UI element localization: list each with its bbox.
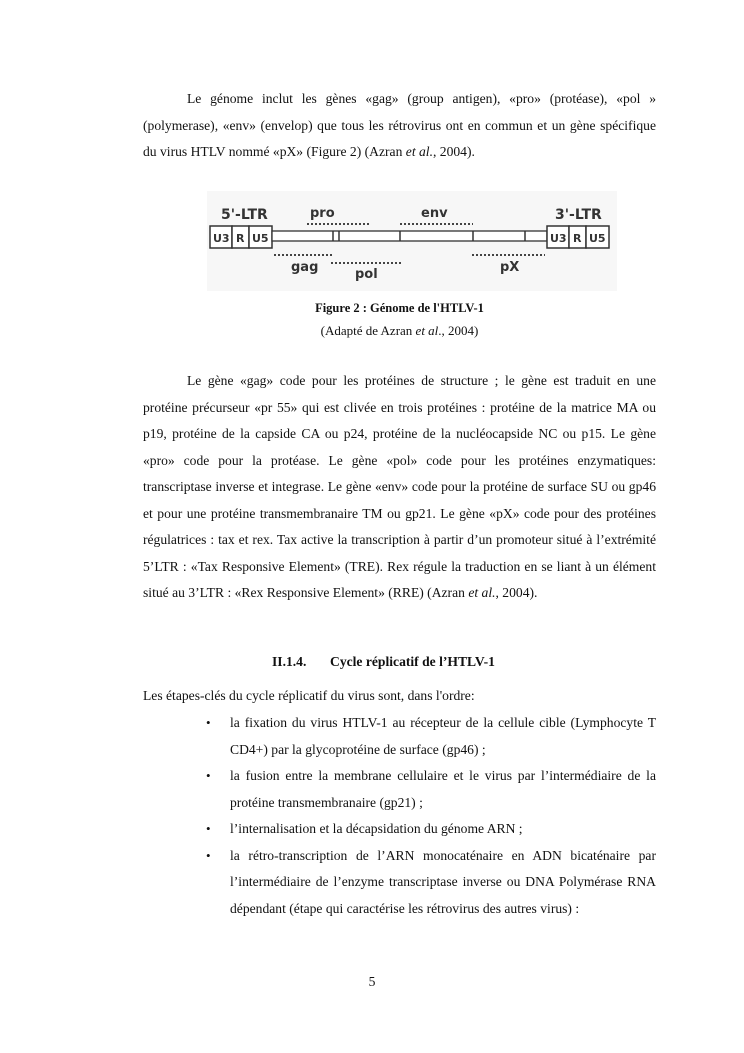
page-number: 5 <box>368 974 376 989</box>
bullet-icon: • <box>206 821 211 836</box>
bullet-icon: • <box>206 847 211 863</box>
ltr3-u3-text: U3 <box>550 232 567 245</box>
replication-steps-list <box>143 710 656 922</box>
figure-caption-source <box>143 323 656 339</box>
source-text: (Adapté de Azran <box>320 323 416 338</box>
ltr5-label: 5'-LTR <box>221 207 268 223</box>
source-text: ., 2004) <box>438 323 479 338</box>
paragraph-text: , 2004). <box>495 585 538 600</box>
pol-label: pol <box>355 267 378 282</box>
section-title: Cycle réplicatif de l’HTLV-1 <box>330 654 495 669</box>
px-label: pX <box>500 260 520 275</box>
genome-diagram <box>207 191 617 291</box>
list-item <box>143 843 656 923</box>
paragraph-text: Le génome inclut les gènes «gag» (group antigen), «pro» (protéase), «pol » (polymerase), «env» (envelop) que tous les rétrovirus ont en commun et un gène spécifique du virus HTLV nommé «pX» (Figure 2) (Azran <box>143 91 656 159</box>
ltr3-r-text: R <box>573 232 582 245</box>
ltr5-u5-text: U5 <box>252 232 269 245</box>
figure-caption-title: Figure 2 : Génome de l'HTLV-1 <box>315 301 484 315</box>
steps-intro: Les étapes-clés du cycle réplicatif du virus sont, dans l'ordre: <box>143 688 475 703</box>
ltr5-r-text: R <box>236 232 245 245</box>
paragraph-text: , 2004). <box>432 144 475 159</box>
htlv1-genome-figure <box>207 191 617 291</box>
section-heading <box>272 654 495 670</box>
list-item-text: l’internalisation et la décapsidation du génome ARN ; <box>230 821 523 836</box>
paragraph-text: Le gène «gag» code pour les protéines de structure ; le gène est traduit en une protéine précurseur «pr 55» qui est clivée en trois protéines : protéine de la matrice MA ou p19, protéine de la capside CA ou p24, protéine de la nucléocapside NC ou p15. Le gène «pro» code pour la protéase. Le gène «pol» code pour les protéines enzymatiques: transcriptase inverse et integrase. Le gène «env» code pour la protéine de surface SU ou gp46 et pour une protéine transmembranaire TM ou gp21. Le gène «pX» code pour des protéines régulatrices : tax et rex. Tax active la transcription à partir d’un promoteur situé à l’extrémité 5’LTR : «Tax Responsive Element» (TRE). Rex régule la traduction en se liant à un élément situé au 3’LTR : «Rex Responsive Element» (RRE) (Azran <box>143 373 656 600</box>
source-italic: et al <box>415 323 439 338</box>
list-item <box>143 710 656 763</box>
list-item-text: la rétro-transcription de l’ARN monocaténaire en ADN bicaténaire par l’intermédiaire de l’enzyme transcriptase inverse ou DNA Polymérase RNA dépendant (étape qui caractérise les rétrovirus des autres virus) : <box>230 847 656 916</box>
ltr5-u3-text: U3 <box>213 232 230 245</box>
gag-label: gag <box>291 260 319 275</box>
genome-body <box>272 231 547 241</box>
bullet-icon: • <box>206 768 211 783</box>
list-item-text: la fixation du virus HTLV-1 au récepteur de la cellule cible (Lymphocyte T CD4+) par la glycoprotéine de surface (gp46) ; <box>230 715 656 757</box>
ltr3-u5-text: U5 <box>589 232 606 245</box>
ltr3-label: 3'-LTR <box>555 207 602 223</box>
section-number: II.1.4. <box>272 654 307 669</box>
env-label: env <box>421 206 448 221</box>
paragraph-gene-functions <box>143 368 656 607</box>
citation-italic: et al. <box>468 585 496 600</box>
paragraph-genome-genes <box>143 86 656 166</box>
list-item <box>143 763 656 816</box>
pro-label: pro <box>310 206 335 221</box>
bullet-icon: • <box>206 715 211 730</box>
citation-italic: et al. <box>405 144 433 159</box>
list-item-text: la fusion entre la membrane cellulaire et le virus par l’intermédiaire de la protéine transmembranaire (gp21) ; <box>230 768 656 810</box>
list-item <box>143 816 656 843</box>
